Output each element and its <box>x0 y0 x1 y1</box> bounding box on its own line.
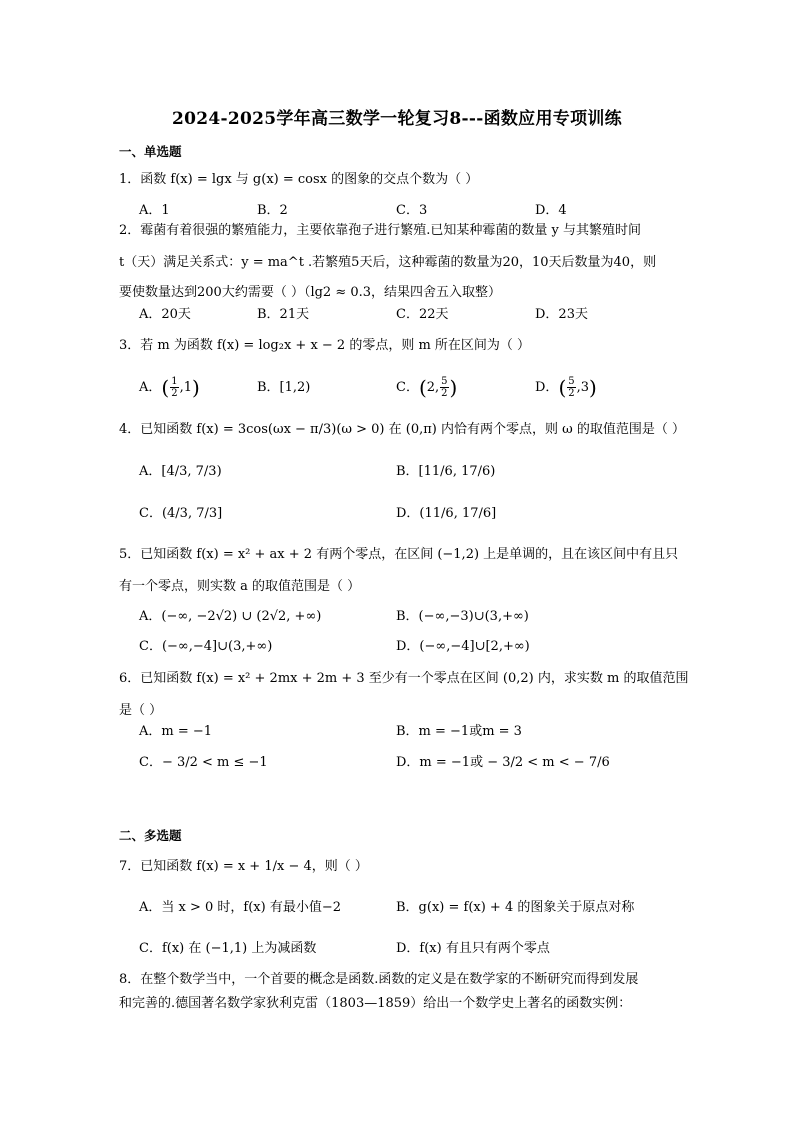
q7-option-d: D．f(x) 有且只有两个零点 <box>396 941 550 956</box>
question-6-line-2: 是（ ） <box>119 703 163 718</box>
q4-option-b: B．[11/6, 17/6) <box>396 464 496 479</box>
q3-option-a-label: A． <box>139 380 162 395</box>
q1-option-c: C．3 <box>396 203 428 218</box>
section-heading-single: 一、单选题 <box>119 144 182 159</box>
q6-option-a: A．m = −1 <box>139 724 213 739</box>
question-2-line-1: 2．霉菌有着很强的繁殖能力，主要依靠孢子进行繁殖.已知某种霉菌的数量 y 与其繁殖时间 <box>119 223 642 238</box>
q5-option-c: C．(−∞,−4]∪(3,+∞) <box>139 639 273 654</box>
q6-option-b: B．m = −1或m = 3 <box>396 724 522 739</box>
q1-option-d: D．4 <box>535 203 567 218</box>
q3-option-a: A．( $\frac{1}{2}$ ,1) <box>139 375 200 400</box>
q1-option-a: A．1 <box>139 203 170 218</box>
page-title: 2024-2025学年高三数学一轮复习8---函数应用专项训练 <box>172 109 622 129</box>
q2-option-a: A．20天 <box>139 307 191 322</box>
q6-option-c: C．− 3/2 < m ≤ −1 <box>139 755 268 770</box>
q3-option-c-label: C． <box>396 380 419 395</box>
question-3-stem: 3．若 m 为函数 f(x) = log₂x + x − 2 的零点，则 m 所在区间为（ ） <box>119 338 531 353</box>
question-8-line-1: 8．在整个数学当中，一个首要的概念是函数.函数的定义是在数学家的不断研究而得到发展 <box>119 972 639 987</box>
q2-option-d: D．23天 <box>535 307 588 322</box>
q7-option-a: A．当 x > 0 时，f(x) 有最小值−2 <box>139 900 341 915</box>
q7-option-c: C．f(x) 在 (−1,1) 上为减函数 <box>139 941 317 956</box>
q4-option-a: A．[4/3, 7/3) <box>139 464 222 479</box>
q7-option-b: B．g(x) = f(x) + 4 的图象关于原点对称 <box>396 900 635 915</box>
q3-option-d-label: D． <box>535 380 559 395</box>
q5-option-d: D．(−∞,−4]∪[2,+∞) <box>396 639 530 654</box>
question-7-stem: 7．已知函数 f(x) = x + 1/x − 4，则（ ） <box>119 859 368 874</box>
question-5-line-2: 有一个零点，则实数 a 的取值范围是（ ） <box>119 579 361 594</box>
q3-option-d: D．( $\frac{5}{2}$ ,3) <box>535 375 597 400</box>
q3-option-b: B．[1,2) <box>257 380 311 395</box>
q4-option-c: C．(4/3, 7/3] <box>139 506 223 521</box>
question-6-line-1: 6．已知函数 f(x) = x² + 2mx + 2m + 3 至少有一个零点在区间 (0,2) 内，求实数 m 的取值范围 <box>119 671 689 686</box>
q4-option-d: D．(11/6, 17/6] <box>396 506 497 521</box>
q5-option-a: A．(−∞, −2√2) ∪ (2√2, +∞) <box>139 609 322 624</box>
section-heading-multi: 二、多选题 <box>119 828 182 843</box>
question-4-stem: 4．已知函数 f(x) = 3cos(ωx − π/3)(ω > 0) 在 (0,π) 内恰有两个零点，则 ω 的取值范围是（ ） <box>119 422 685 437</box>
q5-option-b: B．(−∞,−3)∪(3,+∞) <box>396 609 529 624</box>
q3-option-c: C．(2, $\frac{5}{2}$ ) <box>396 375 458 400</box>
question-5-line-1: 5．已知函数 f(x) = x² + ax + 2 有两个零点，在区间 (−1,2) 上是单调的，且在该区间中有且只 <box>119 547 679 562</box>
q2-option-c: C．22天 <box>396 307 449 322</box>
question-2-line-3: 要使数量达到200大约需要（ ）（lg2 ≈ 0.3，结果四舍五入取整） <box>119 285 502 300</box>
question-1-stem: 1．函数 f(x) = lgx 与 g(x) = cosx 的图象的交点个数为（ ） <box>119 172 479 187</box>
question-2-line-2: t（天）满足关系式：y = ma^t .若繁殖5天后，这种霉菌的数量为20，10天后数量为40，则 <box>119 255 657 270</box>
q1-option-b: B．2 <box>257 203 288 218</box>
q2-option-b: B．21天 <box>257 307 310 322</box>
q6-option-d: D．m = −1或 − 3/2 < m < − 7/6 <box>396 755 610 770</box>
question-8-line-2: 和完善的.德国著名数学家狄利克雷（1803—1859）给出一个数学史上著名的函数实例： <box>119 996 632 1011</box>
